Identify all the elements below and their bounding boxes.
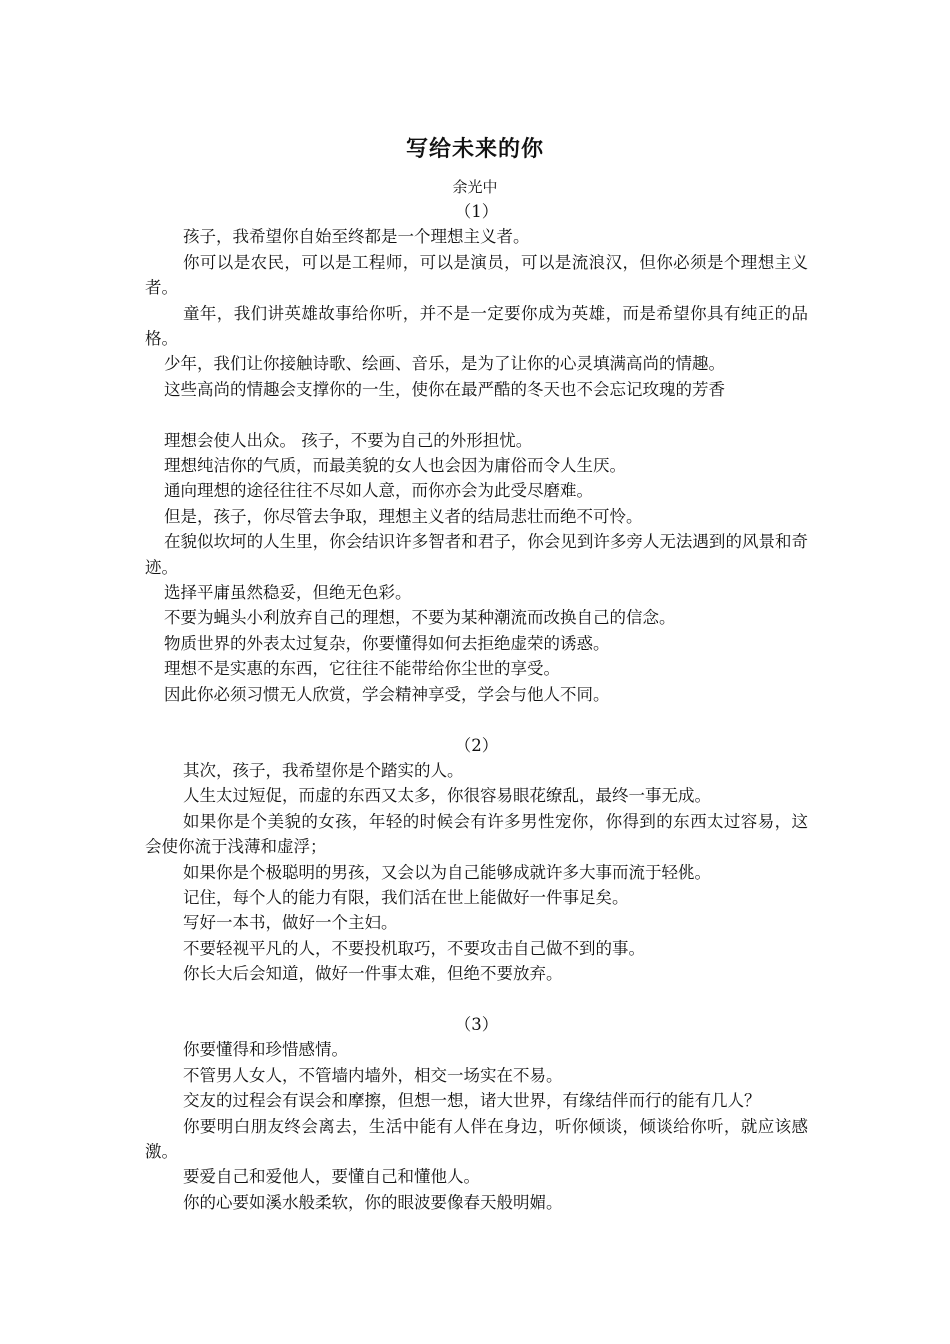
section-spacer bbox=[145, 707, 808, 732]
paragraph: 你可以是农民，可以是工程师，可以是演员，可以是流浪汉，但你必须是个理想主义者。 bbox=[145, 252, 808, 298]
paragraph: 如果你是个美貌的女孩，年轻的时候会有许多男性宠你，你得到的东西太过容易，这会使你流于浅薄和虚浮； bbox=[145, 811, 808, 857]
document-author: 余光中 bbox=[452, 178, 498, 196]
blank-line bbox=[145, 402, 808, 427]
document-title: 写给未来的你 bbox=[405, 136, 544, 162]
section-heading: （2） bbox=[454, 735, 499, 755]
paragraph: 这些高尚的情趣会支撑你的一生，使你在最严酷的冬天也不会忘记玫瑰的芳香 bbox=[164, 379, 725, 399]
paragraph: 记住，每个人的能力有限，我们活在世上能做好一件事足矣。 bbox=[183, 887, 629, 907]
paragraph: 孩子，我希望你自始至终都是一个理想主义者。 bbox=[183, 227, 530, 247]
paragraph: 通向理想的途径往往不尽如人意，而你亦会为此受尽磨难。 bbox=[164, 481, 593, 501]
document-body bbox=[145, 199, 808, 1215]
paragraph: 交友的过程会有误会和摩擦，但想一想，诸大世界，有缘结伴而行的能有几人？ bbox=[183, 1091, 761, 1111]
paragraph: 少年，我们让你接触诗歌、绘画、音乐，是为了让你的心灵填满高尚的情趣。 bbox=[164, 354, 725, 374]
paragraph: 物质世界的外表太过复杂，你要懂得如何去拒绝虚荣的诱惑。 bbox=[164, 633, 610, 653]
paragraph: 如果你是个极聪明的男孩，又会以为自己能够成就许多大事而流于轻佻。 bbox=[183, 862, 711, 882]
paragraph: 你要明白朋友终会离去，生活中能有人伴在身边，听你倾谈，倾谈给你听，就应该感激。 bbox=[145, 1116, 808, 1161]
paragraph: 在貌似坎坷的人生里，你会结识许多智者和君子，你会见到许多旁人无法遇到的风景和奇迹。 bbox=[145, 532, 808, 577]
paragraph: 要爱自己和爱他人，要懂自己和懂他人。 bbox=[183, 1167, 480, 1187]
paragraph: 不要轻视平凡的人，不要投机取巧，不要攻击自己做不到的事。 bbox=[183, 938, 645, 958]
paragraph: 选择平庸虽然稳妥，但绝无色彩。 bbox=[164, 583, 412, 603]
paragraph: 人生太过短促，而虚的东西又太多，你很容易眼花缭乱，最终一事无成。 bbox=[183, 786, 711, 806]
paragraph: 其次，孩子，我希望你是个踏实的人。 bbox=[183, 760, 464, 780]
paragraph: 童年，我们讲英雄故事给你听，并不是一定要你成为英雄，而是希望你具有纯正的品格。 bbox=[145, 303, 808, 349]
section-heading: （1） bbox=[454, 202, 499, 221]
paragraph: 写好一本书，做好一个主妇。 bbox=[183, 913, 398, 933]
paragraph: 你的心要如溪水般柔软，你的眼波要像春天般明媚。 bbox=[183, 1192, 563, 1212]
section-heading: （3） bbox=[454, 1014, 499, 1034]
paragraph: 不管男人女人，不管墙内墙外，相交一场实在不易。 bbox=[183, 1065, 563, 1085]
section-spacer bbox=[145, 987, 808, 1012]
paragraph: 你长大后会知道，做好一件事太难，但绝不要放弃。 bbox=[183, 964, 563, 984]
paragraph: 不要为蝇头小利放弃自己的理想，不要为某种潮流而改换自己的信念。 bbox=[164, 608, 676, 628]
paragraph: 理想会使人出众。 孩子，不要为自己的外形担忧。 bbox=[164, 430, 533, 450]
paragraph: 理想纯洁你的气质，而最美貌的女人也会因为庸俗而令人生厌。 bbox=[164, 456, 626, 476]
paragraph: 但是，孩子，你尽管去争取，理想主义者的结局悲壮而绝不可怜。 bbox=[164, 506, 643, 526]
paragraph: 你要懂得和珍惜感情。 bbox=[183, 1040, 348, 1060]
paragraph: 理想不是实惠的东西，它往往不能带给你尘世的享受。 bbox=[164, 659, 560, 679]
paragraph: 因此你必须习惯无人欣赏，学会精神享受，学会与他人不同。 bbox=[164, 684, 610, 704]
